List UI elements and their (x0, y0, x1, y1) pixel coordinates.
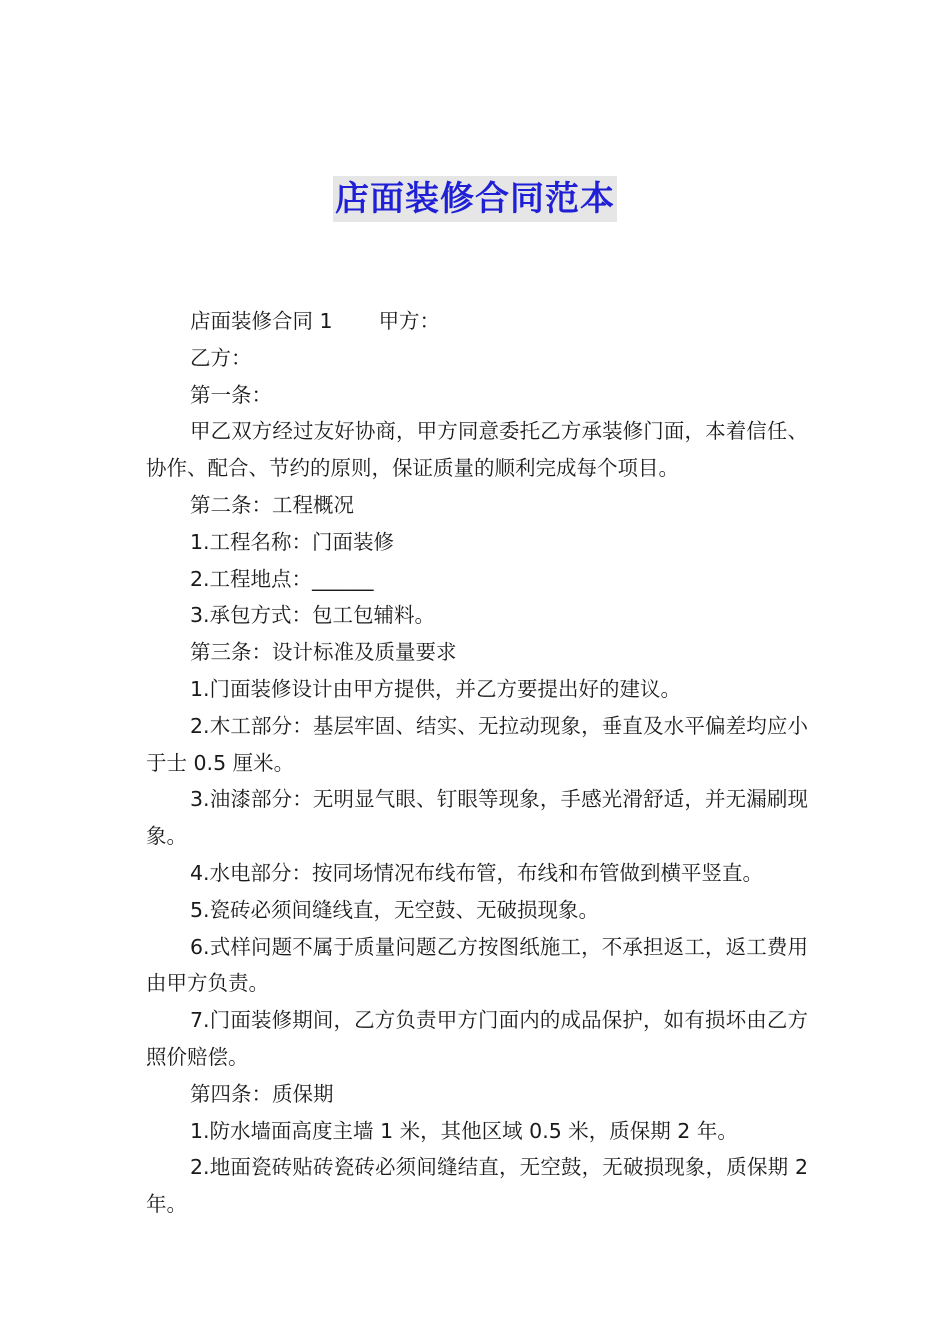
paragraph: 5.瓷砖必须间缝线直，无空鼓、无破损现象。 (190, 897, 600, 922)
paragraph: 第三条：设计标准及质量要求 (190, 640, 457, 665)
paragraph: 2.地面瓷砖贴砖瓷砖必须间缝结直，无空鼓，无破损现象，质保期 2 年。 (146, 1155, 808, 1217)
paragraph: 6.式样问题不属于质量问题乙方按图纸施工，不承担返工，返工费用由甲方负责。 (146, 934, 808, 996)
paragraph: 4.水电部分：按同场情况布线布管，布线和布管做到横平竖直。 (190, 860, 764, 885)
paragraph: 第二条：工程概况 (190, 492, 354, 517)
document-body (146, 303, 808, 1223)
paragraph: 第一条： (190, 382, 272, 407)
paragraph: 2.木工部分：基层牢固、结实、无拉动现象，垂直及水平偏差均应小于士 0.5 厘米。 (146, 713, 808, 775)
title-container (0, 176, 950, 222)
paragraph: 第四条：质保期 (190, 1081, 334, 1106)
document-title: 店面装修合同范本 (333, 176, 617, 222)
intro-line (146, 303, 808, 340)
paragraph: 2.工程地点：______ (190, 566, 374, 591)
contract-label: 店面装修合同 1 (190, 309, 333, 333)
paragraph: 1.工程名称：门面装修 (190, 529, 395, 554)
paragraph: 1.防水墙面高度主墙 1 米，其他区域 0.5 米，质保期 2 年。 (190, 1118, 738, 1143)
paragraph: 1.门面装修设计由甲方提供，并乙方要提出好的建议。 (190, 676, 682, 701)
paragraph: 7.门面装修期间，乙方负责甲方门面内的成品保护，如有损坏由乙方照价赔偿。 (146, 1008, 808, 1069)
party-a-label: 甲方： (378, 309, 441, 333)
paragraph: 3.承包方式：包工包辅料。 (190, 603, 436, 628)
paragraph: 3.油漆部分：无明显气眼、钉眼等现象，手感光滑舒适，并无漏刷现象。 (146, 787, 808, 849)
paragraph: 甲乙双方经过友好协商，甲方同意委托乙方承装修门面，本着信任、协作、配合、节约的原则，保证质量的顺利完成每个项目。 (146, 419, 808, 481)
paragraph: 乙方： (190, 345, 252, 370)
